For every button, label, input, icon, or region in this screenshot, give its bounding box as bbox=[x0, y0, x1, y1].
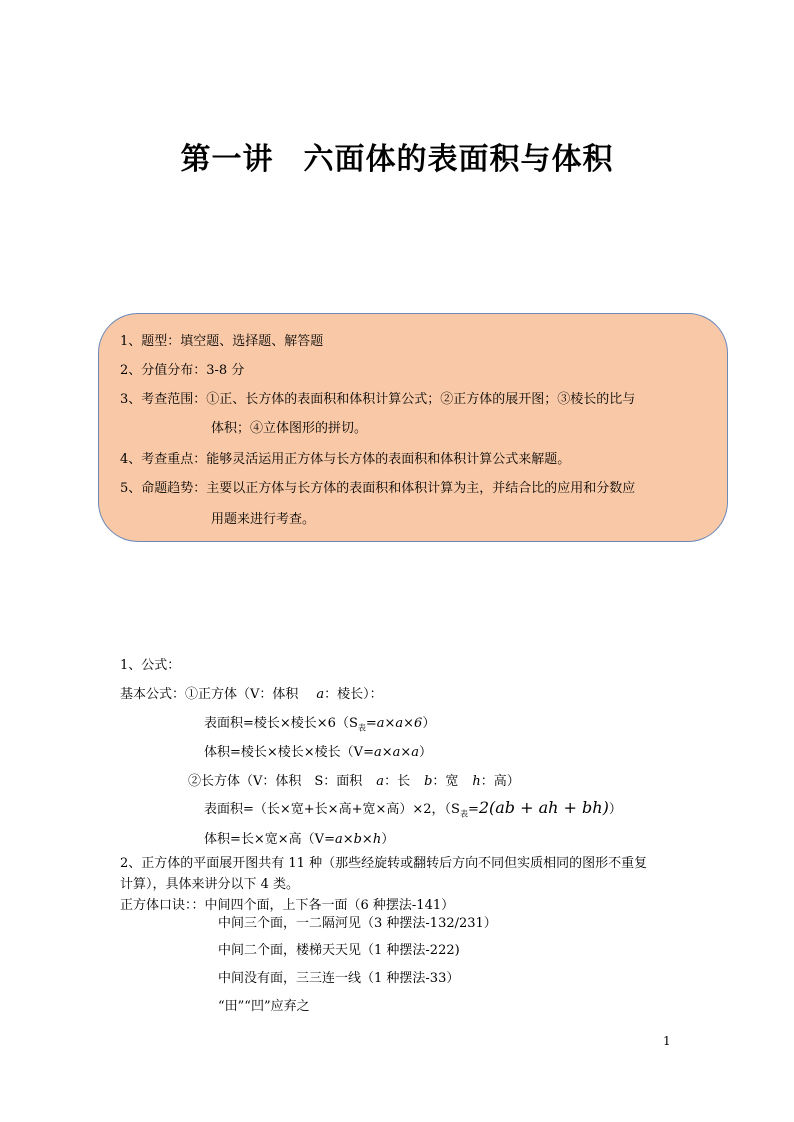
lecture-number: 第一讲 bbox=[180, 142, 274, 177]
cube-surface-formula: 表面积=棱长×棱长$\times 6(S_表=a\times a\times 6)$ bbox=[204, 716, 436, 733]
mnemonic-line4: 中间没有面，三三连一线（1 种摆法-33） bbox=[218, 971, 460, 986]
summary-scope-continued: 体积；④立体图形的拼切。 bbox=[211, 421, 368, 436]
cube-definition: 基本公式：①正方体（V：体积 a：棱长）： bbox=[120, 687, 383, 702]
net-paragraph-line1: 2、正方体的平面展开图共有 11 种（那些经旋转或翻转后方向不同但实质相同的图形不重复 bbox=[120, 856, 648, 871]
summary-trend: 5、命题趋势：主要以正方体与长方体的表面积和体积计算为主，并结合比的应用和分数应 bbox=[120, 481, 636, 496]
page-title bbox=[0, 134, 794, 178]
summary-score-range: 2、分值分布：3-8 分 bbox=[120, 363, 245, 378]
cube-volume-formula: 体积=棱长×棱长×棱长（V=a×a×a） bbox=[204, 745, 433, 760]
mnemonic-line2: 中间三个面，一二隔河见（3 种摆法-132/231） bbox=[218, 916, 497, 931]
net-paragraph-line2: 计算），具体来讲分以下 4 类。 bbox=[120, 877, 300, 892]
mnemonic-line1: 正方体口诀：：中间四个面，上下各一面（6 种摆法-141） bbox=[120, 898, 455, 913]
cuboid-definition: ②长方体（V：体积 S：面积 a：长 b：宽 h：高） bbox=[188, 774, 520, 789]
mnemonic-line3: 中间二个面，楼梯天天见（1 种摆法-222) bbox=[218, 943, 460, 958]
cuboid-surface-formula: 表面积=（长×宽+长×高+宽×高）×2，（$S_表=2(ab$ + ah + bh)） bbox=[204, 798, 622, 819]
formula-heading: 1、公式： bbox=[120, 658, 181, 673]
mnemonic-line5: “田”“凹”应弃之 bbox=[218, 999, 310, 1014]
lecture-topic: 六面体的表面积与体积 bbox=[303, 142, 614, 177]
page-number: 1 bbox=[663, 1034, 671, 1048]
summary-question-types: 1、题型：填空题、选择题、解答题 bbox=[120, 334, 324, 349]
summary-trend-continued: 用题来进行考查。 bbox=[211, 512, 316, 527]
summary-scope: 3、考查范围：①正、长方体的表面积和体积计算公式；②正方体的展开图；③棱长的比与 bbox=[120, 392, 636, 407]
summary-focus: 4、考查重点：能够灵活运用正方体与长方体的表面积和体积计算公式来解题。 bbox=[120, 452, 571, 467]
cuboid-volume-formula: 体积=长×宽×高（V=a×b×h） bbox=[204, 832, 395, 847]
